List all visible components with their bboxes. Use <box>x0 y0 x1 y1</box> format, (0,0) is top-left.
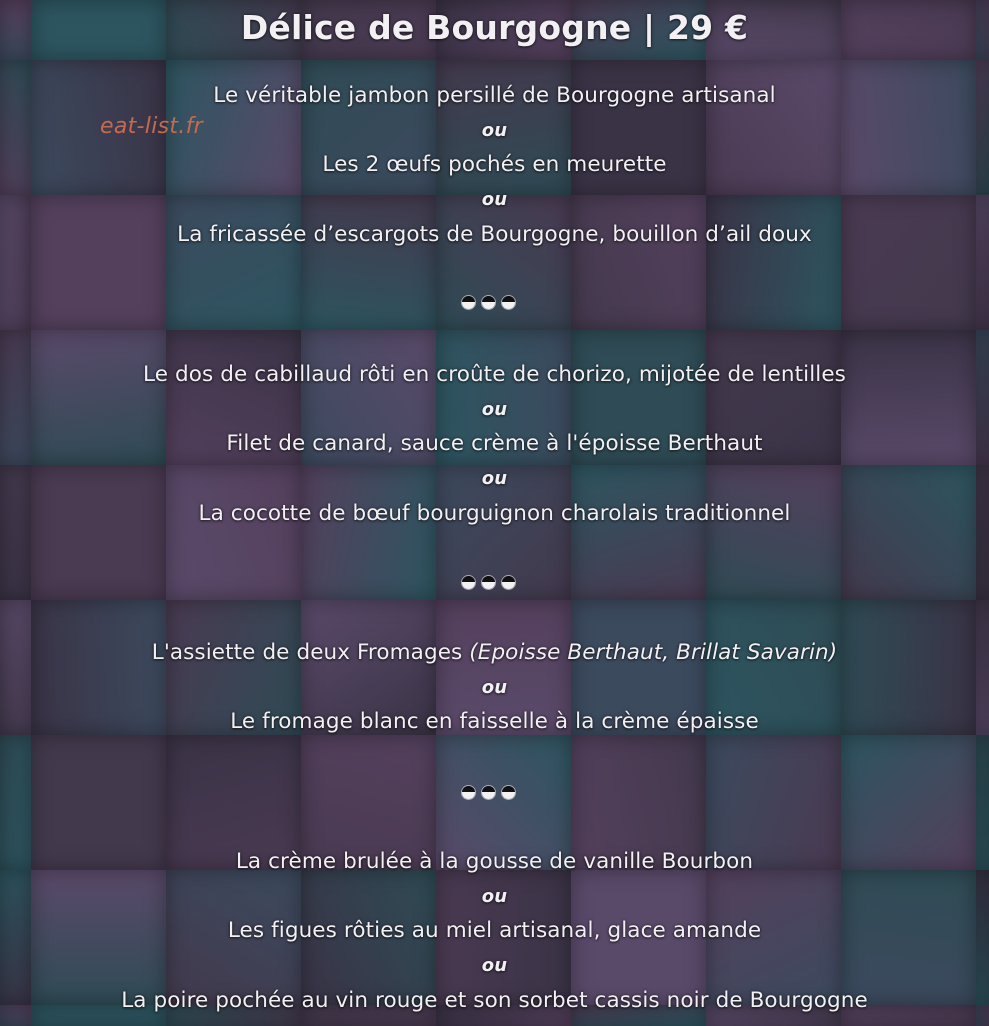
or-divider: ou <box>481 399 508 420</box>
plat-item-1: Le dos de cabillaud rôti en croûte de chorizo, mijotée de lentilles <box>143 362 846 387</box>
course-separator-icon <box>462 575 518 591</box>
or-divider: ou <box>481 886 508 907</box>
or-divider: ou <box>481 189 508 210</box>
entree-item-3: La fricassée d’escargots de Bourgogne, bouillon d’ail doux <box>177 222 812 247</box>
fromage-item-2: Le fromage blanc en faisselle à la crème épaisse <box>230 709 759 734</box>
dessert-item-1: La crème brulée à la gousse de vanille Bourbon <box>235 849 754 874</box>
plat-item-2: Filet de canard, sauce crème à l'époisse Berthaut <box>226 431 763 456</box>
entree-item-1: Le véritable jambon persillé de Bourgogne artisanal <box>213 83 776 108</box>
fromage-item-1-note: (Epoisse Berthaut, Brillat Savarin) <box>469 640 838 665</box>
course-separator-icon <box>462 785 518 801</box>
or-divider: ou <box>481 677 508 698</box>
entree-item-2: Les 2 œufs pochés en meurette <box>322 152 667 177</box>
fromage-item-1-label: L'assiette de deux Fromages <box>151 640 463 665</box>
menu-title: Délice de Bourgogne | 29 € <box>240 8 749 47</box>
dessert-item-2: Les figues rôties au miel artisanal, glace amande <box>227 918 762 943</box>
fromage-item-1 <box>0 640 989 665</box>
or-divider: ou <box>481 955 508 976</box>
course-separator-icon <box>462 295 518 311</box>
plat-item-3: La cocotte de bœuf bourguignon charolais traditionnel <box>198 501 791 526</box>
or-divider: ou <box>481 468 508 489</box>
dessert-item-3: La poire pochée au vin rouge et son sorbet cassis noir de Bourgogne <box>121 988 868 1013</box>
or-divider: ou <box>481 120 508 141</box>
watermark-text: eat-list.fr <box>100 114 203 139</box>
